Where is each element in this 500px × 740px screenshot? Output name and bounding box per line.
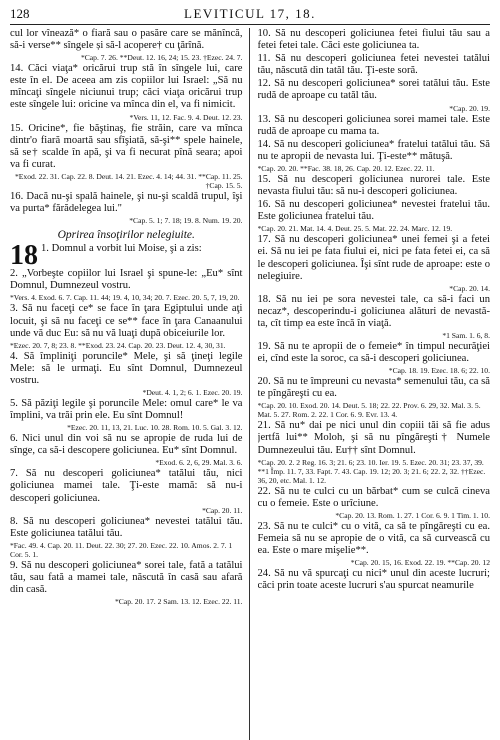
cross-reference: *Ezec. 20. 7, 8; 23. 8. **Exod. 23. 24. Cap. 20. 23. Deut. 12. 4, 30, 31. xyxy=(10,340,226,350)
verse-18-18: 18. Să nu iei pe sora nevestei tale, ca să-i faci un necaz*, descoperindu-i goliciunea alături de nevastă-ta, cît timp ea este încă în viaţă. xyxy=(257,293,490,329)
page-header xyxy=(10,6,490,25)
verse-18-21: 21. Să nu* dai pe nici unul din copiii tăi să fie adus jertfă lui** Moloh, şi să nu pîngăreşti† Numele Dumnezeului tău. Eu†† sînt Domnul. xyxy=(257,420,490,456)
verse-18-11: 11. Să nu descoperi goliciunea fetei nevestei tatălui tău, născută din tatăl tău. Ţi-este soră. xyxy=(257,53,490,77)
verse-17-14: 14. Căci viaţa* oricărui trup stă în sîngele lui, care este în el. De aceea am zis copiilor lui Israel: „Să nu mîncaţi sîngele niciunui trup; căci viaţa oricărui trup este sîngele lui: oricine va mînca din el, va fi nimicit. xyxy=(10,63,243,111)
chapter-start xyxy=(10,240,243,272)
cross-reference: *Cap. 20. 10. Exod. 20. 14. Deut. 5. 18; 22. 22. Prov. 6. 29, 32. Mal. 3. 5. Mat. 5. 27. Rom. 2. 22. 1 Cor. 6. 9. Evr. 13. 4. xyxy=(257,401,481,420)
verse-18-10: 10. Să nu descoperi goliciunea fetei fiului tău sau a fetei fetei tale. Căci este goliciunea ta. xyxy=(257,28,490,52)
cross-reference: *Cap. 20. 17. 2 Sam. 13. 12. Ezec. 22. 11. xyxy=(114,597,243,607)
cross-reference: *Cap. 20. 15, 16. Exod. 22. 19. **Cap. 20. 12 xyxy=(350,558,490,568)
cross-reference: *Cap. 7. 26. **Deut. 12. 16, 24; 15. 23. †Ezec. 24. 7. xyxy=(80,53,243,63)
section-heading: Oprirea însoţirilor nelegiuite. xyxy=(57,229,195,242)
verse-18-23: 23. Să nu te culci* cu o vită, ca să te pîngăreşti cu ea. Femeia să nu se apropie de o vită, ca să curvească cu ea. Este o mare mişelie**. xyxy=(257,520,490,556)
cross-reference: *Cap. 20. 21. Mat. 14. 4. Deut. 25. 5. Mat. 22. 24. Marc. 12. 19. xyxy=(257,224,453,234)
text-columns xyxy=(10,28,490,740)
verse-18-6: 6. Nici unul din voi să nu se apropie de ruda lui de sînge, ca să-i descopere goliciunea. Eu* sînt Domnul. xyxy=(10,433,243,457)
cross-reference: *Cap. 20. 19. xyxy=(449,103,490,113)
verse-18-17: 17. Să nu descoperi goliciunea* unei femei şi a fetei ei. Să nu iei pe fata fiului ei, nici pe fata fetei ei, ca să le descoperi goliciunea. Îşi sînt rude de aproape: este o nelegiuire. xyxy=(257,234,490,282)
cross-reference: *Fac. 49. 4. Cap. 20. 11. Deut. 22. 30; 27. 20. Ezec. 22. 10. Amos. 2. 7. 1 Cor. 5. 1. xyxy=(10,540,233,559)
cross-reference: *Exod. 6. 2, 6, 29. Mal. 3. 6. xyxy=(155,458,243,468)
cross-reference: *Deut. 4. 1, 2; 6. 1. Ezec. 20. 19. xyxy=(142,387,243,397)
cross-reference: *Exod. 22. 31. Cap. 22. 8. Deut. 14. 21. Ezec. 4. 14; 44. 31. **Cap. 11. 25. †Cap. 15. 5. xyxy=(14,171,243,190)
cross-reference: *Vers. 4. Exod. 6. 7. Cap. 11. 44; 19. 4, 10, 34; 20. 7. Ezec. 20. 5, 7, 19, 20. xyxy=(10,293,240,303)
cross-reference: *Cap. 5. 1; 7. 18; 19. 8. Num. 19. 20. xyxy=(129,216,243,226)
verse-18-1: 1. Domnul a vorbit lui Moise, şi a zis: xyxy=(41,243,202,255)
verse-18-2: 2. „Vorbeşte copiilor lui Israel şi spune-le: „Eu* sînt Domnul, Dumnezeul vostru. xyxy=(10,268,243,292)
cross-reference: *Cap. 20. 20. **Fac. 38. 18, 26. Cap. 20. 12. Ezec. 22. 11. xyxy=(257,163,435,173)
verse-18-3: 3. Să nu faceţi ce* se face în ţara Egiptului unde aţi locuit, şi să nu faceţi ce se** face în ţara Canaanului unde vă duc Eu: să nu vă luaţi după obiceiurile lor. xyxy=(10,303,243,339)
page-number: 128 xyxy=(10,6,30,21)
cross-reference: *Cap. 20. 11. xyxy=(202,505,243,515)
verse-18-8: 8. Să nu descoperi goliciunea* nevestei tatălui tău. Este goliciunea tatălui tău. xyxy=(10,515,243,539)
verse-18-13: 13. Să nu descoperi goliciunea sorei mamei tale. Este rudă de aproape cu mama ta. xyxy=(257,113,490,137)
verse-18-22: 22. Să nu te culci cu un bărbat* cum se culcă cineva cu o femeie. Este o urîciune. xyxy=(257,485,490,509)
verse-18-4: 4. Să împliniţi poruncile* Mele, şi să ţineţi legile Mele: să le urmaţi. Eu sînt Domnul, Dumnezeul vostru. xyxy=(10,350,243,386)
verse-18-16: 16. Să nu descoperi goliciunea* nevestei fratelui tău. Este goliciunea fratelui tău. xyxy=(257,199,490,223)
cross-reference: *Ezec. 20. 11, 13, 21. Luc. 10. 28. Rom. 10. 5. Gal. 3. 12. xyxy=(67,423,243,433)
cross-reference: *Cap. 18. 19. Ezec. 18. 6; 22. 10. xyxy=(388,366,490,376)
verse-18-15: 15. Să nu descoperi goliciunea nurorei tale. Este nevasta fiului tău: să nu-i descoperi goliciunea. xyxy=(257,173,490,198)
verse-18-12: 12. Să nu descoperi goliciunea* sorei tatălui tău. Este rudă de aproape cu tatăl tău. xyxy=(257,78,490,102)
verse-18-19: 19. Să nu te apropii de o femeie* în timpul necurăţiei ei, cînd este la soroc, ca să-i descoperi goliciunea. xyxy=(257,340,490,365)
verse-18-5: 5. Să păziţi legile şi poruncile Mele: omul care* le va împlini, va trăi prin ele. Eu sînt Domnul! xyxy=(10,397,243,422)
cross-reference: *Vers. 11, 12. Fac. 9. 4. Deut. 12. 23. xyxy=(129,112,243,122)
verse-18-14: 14. Să nu descoperi goliciunea* fratelui tatălui tău. Să nu te apropii de nevasta lui. Ţi-este** mătuşă. xyxy=(257,138,490,162)
verse-17-16: 16. Dacă nu-şi spală hainele, şi nu-şi scaldă trupul, îşi va purta* fărădelegea lui." xyxy=(10,190,243,215)
cross-reference: *Cap. 20. 13. Rom. 1. 27. 1 Cor. 6. 9. 1 Tim. 1. 10. xyxy=(335,510,490,520)
verse-18-9: 9. Să nu descoperi goliciunea* sorei tale, fată a tatălui tău, sau fată a mamei tale, născută în casă sau afară din casă. xyxy=(10,559,243,595)
chapter-number: 18 xyxy=(10,240,38,272)
verse-18-24: 24. Să nu vă spurcaţi cu nici* unul din aceste lucruri; căci prin toate aceste lucruri s'au spurcat neamurile xyxy=(257,568,490,592)
cross-reference: *1 Sam. 1. 6, 8. xyxy=(442,330,490,340)
verse-18-20: 20. Să nu te împreuni cu nevasta* semenului tău, ca să te pîngăreşti cu ea. xyxy=(257,376,490,400)
cross-reference: *Cap. 20. 2. 2 Reg. 16. 3; 21. 6; 23. 10. Ier. 19. 5. Ezec. 20. 31; 23. 37, 39. **1 Împ. 11. 7, 33. Fapt. 7. 43. Cap. 19. 12; 20. 3; 21. 6; 22. 2, 32. ††Ezec. 36, 20, etc. Mal. 1. 12. xyxy=(257,457,486,485)
verse-17-15: 15. Oricine*, fie băştinaş, fie străin, care va mînca dintr'o fiară moartă sau sfîşiată, să-şi** spele hainele, să se† scalde în apă, şi va fi necurat pînă seara; apoi va fi curat. xyxy=(10,122,243,170)
left-column xyxy=(10,28,250,740)
verse-18-7: 7. Să nu descoperi goliciunea* tatălui tău, nici goliciunea mamei tale. Ţi-este mamă: să nu-i descoperi goliciunea. xyxy=(10,468,243,504)
running-title: LEVITICUL 17, 18. xyxy=(184,6,316,21)
right-column xyxy=(258,28,491,740)
cross-reference: *Cap. 20. 14. xyxy=(449,283,490,293)
verse-17-13-continuation: cul lor vînează* o fiară sau o pasăre care se mănîncă, să-i verse** sîngele și să-l acopere† cu ţărînă. xyxy=(10,28,243,52)
